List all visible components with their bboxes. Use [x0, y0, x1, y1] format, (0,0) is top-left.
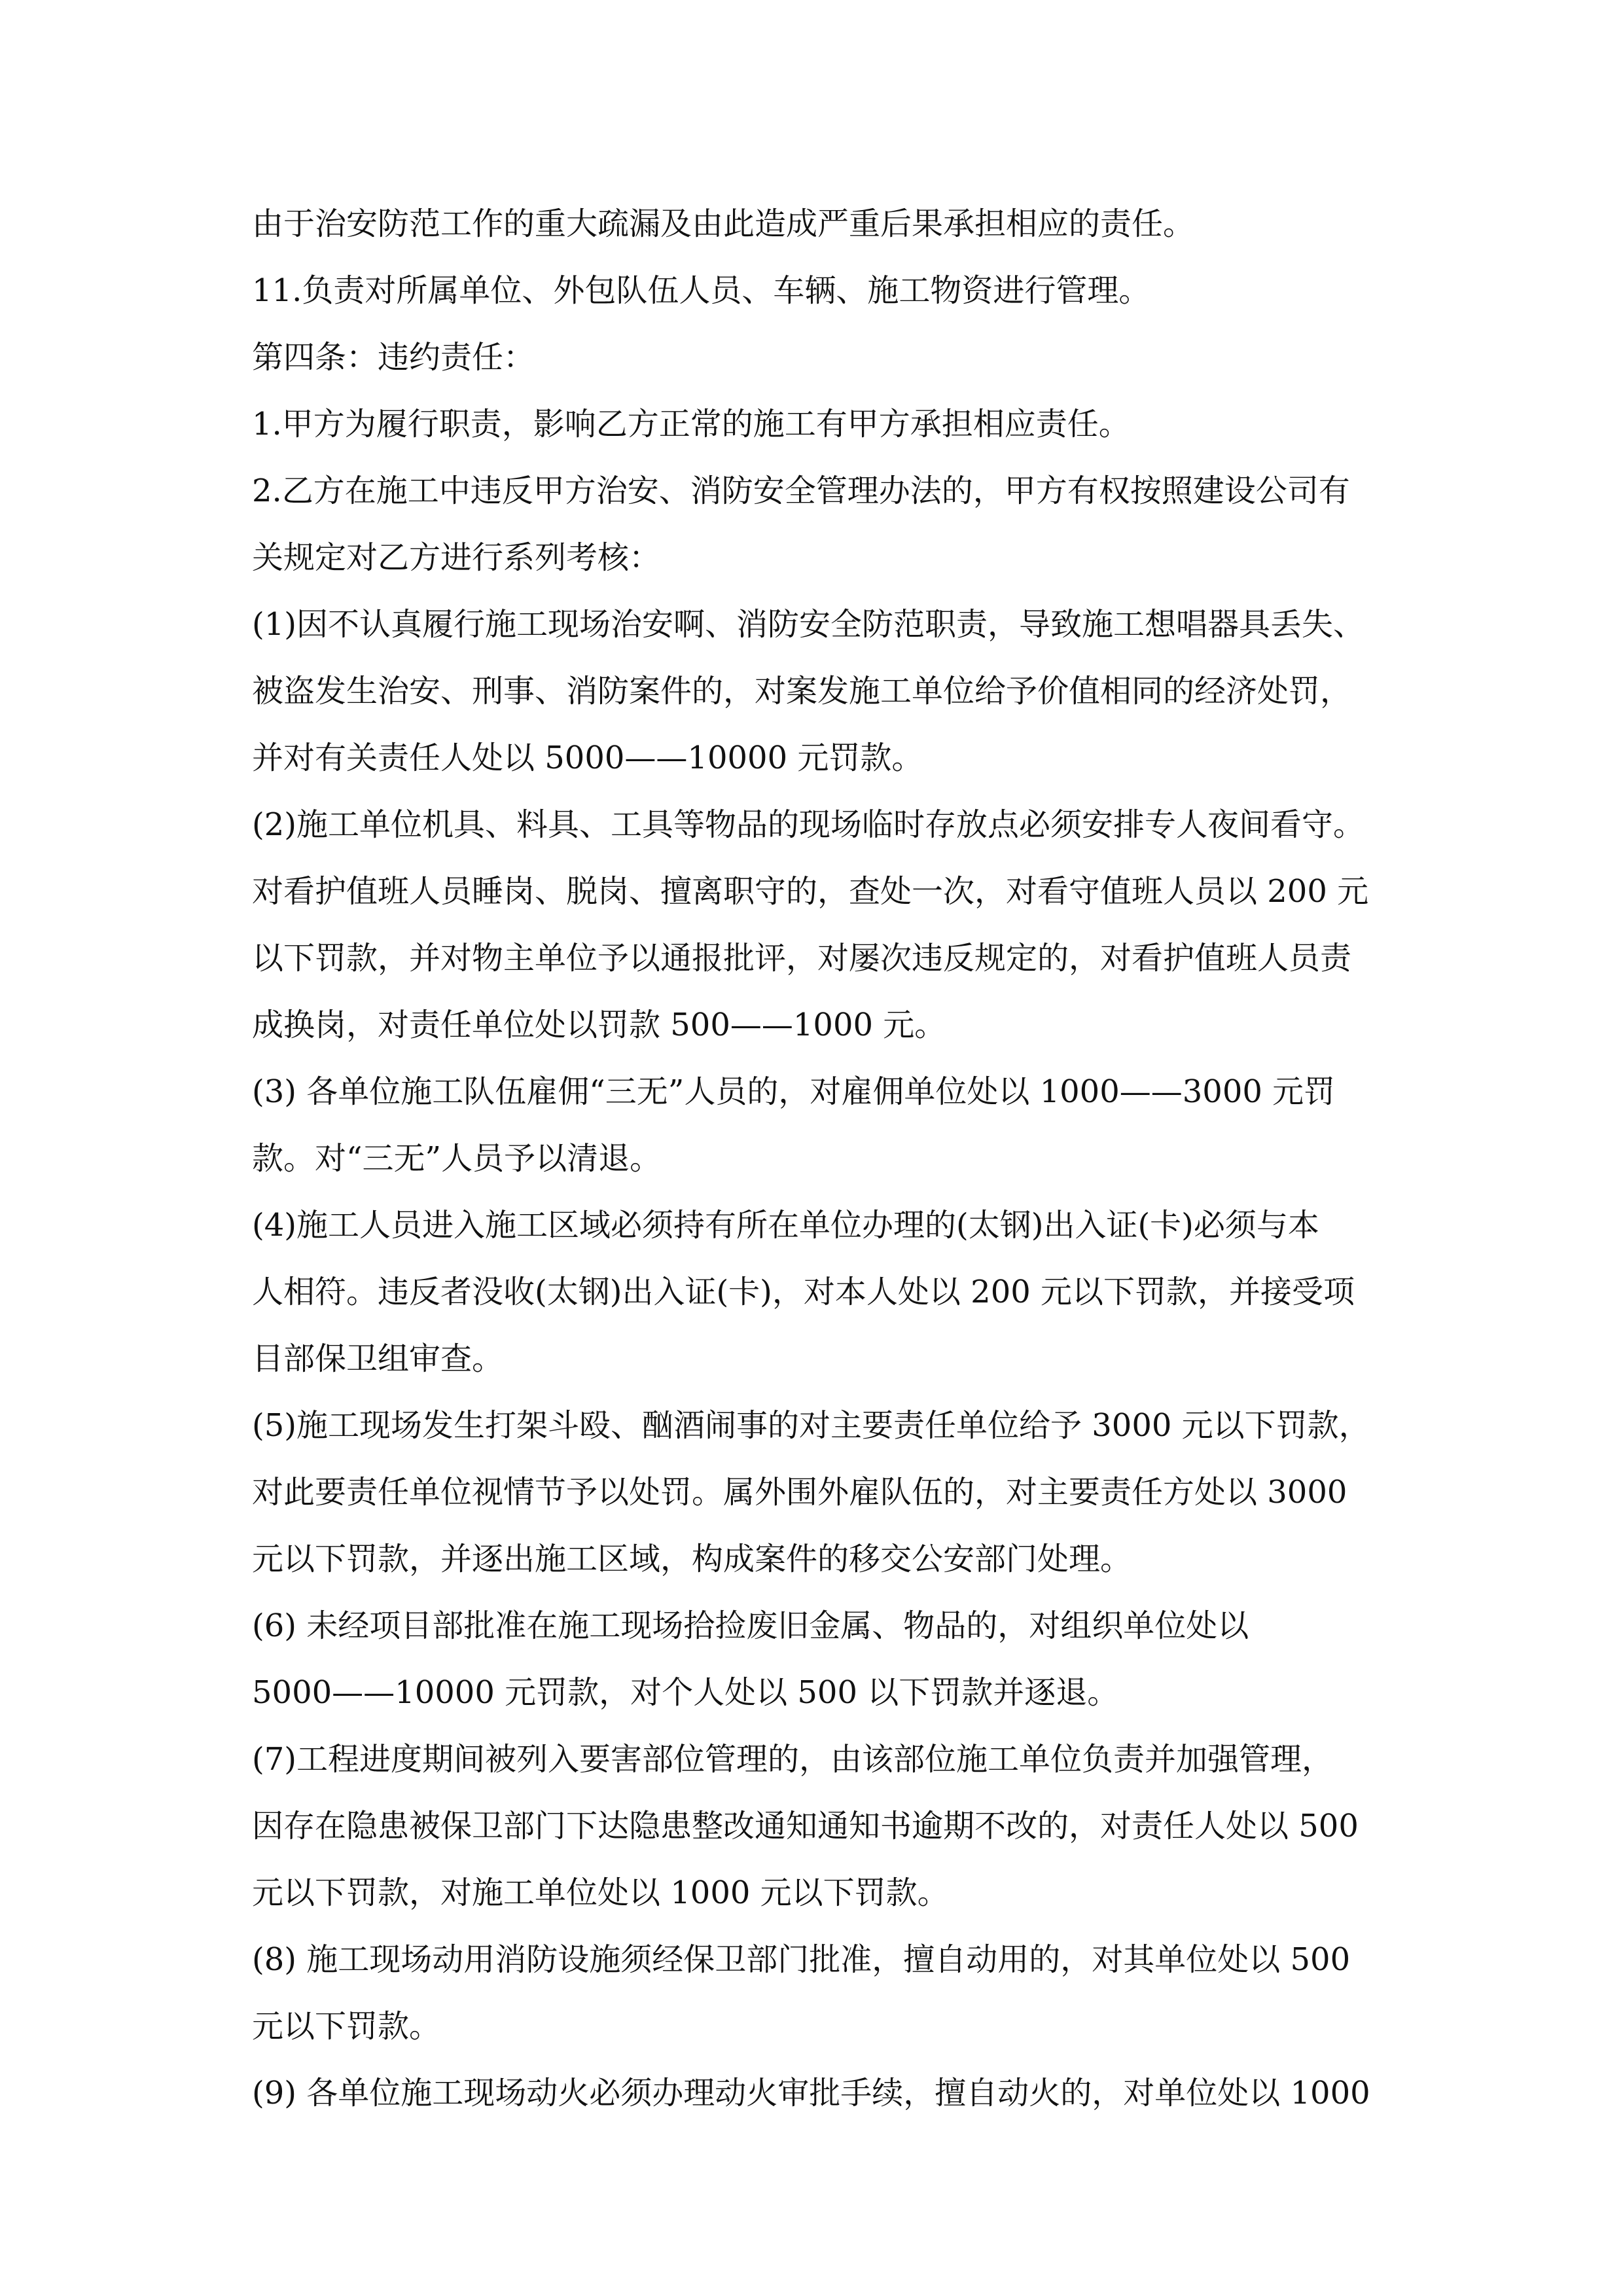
text-line: (4)施工人员进入施工区域必须持有所在单位办理的(太钢)出入证(卡)必须与本 — [252, 1207, 1319, 1244]
text-line: 对看护值班人员睡岗、脱岗、擅离职守的，查处一次，对看守值班人员以 200 元 — [252, 873, 1369, 910]
text-line: 元以下罚款，对施工单位处以 1000 元以下罚款。 — [252, 1874, 949, 1911]
text-line: 元以下罚款。 — [252, 2008, 441, 2045]
text-line: 被盗发生治安、刑事、消防案件的，对案发施工单位给予价值相同的经济处罚， — [252, 673, 1352, 709]
text-line: 5000——10000 元罚款，对个人处以 500 以下罚款并逐退。 — [252, 1674, 1119, 1711]
text-line: (7)工程进度期间被列入要害部位管理的，由该部位施工单位负责并加强管理， — [252, 1741, 1333, 1778]
text-line: (6) 未经项目部批准在施工现场拾捡废旧金属、物品的，对组织单位处以 — [252, 1607, 1249, 1644]
text-line: 11.负责对所属单位、外包队伍人员、车辆、施工物资进行管理。 — [252, 272, 1150, 309]
text-line: 元以下罚款，并逐出施工区域，构成案件的移交公安部门处理。 — [252, 1541, 1132, 1577]
text-line: (8) 施工现场动用消防设施须经保卫部门批准，擅自动用的，对其单位处以 500 — [252, 1941, 1351, 1978]
text-line: 并对有关责任人处以 5000——10000 元罚款。 — [252, 740, 923, 776]
text-line: 由于治安防范工作的重大疏漏及由此造成严重后果承担相应的责任。 — [252, 206, 1195, 242]
text-line: 以下罚款，并对物主单位予以通报批评，对屡次违反规定的，对看护值班人员责 — [252, 940, 1352, 977]
text-line: 款。对“三无”人员予以清退。 — [252, 1140, 662, 1177]
text-line: 第四条：违约责任： — [252, 339, 535, 376]
text-line: 1.甲方为履行职责，影响乙方正常的施工有甲方承担相应责任。 — [252, 406, 1130, 442]
text-line: 目部保卫组审查。 — [252, 1340, 504, 1377]
text-line: 人相符。违反者没收(太钢)出入证(卡)，对本人处以 200 元以下罚款，并接受项 — [252, 1274, 1355, 1310]
text-line: (3) 各单位施工队伍雇佣“三无”人员的，对雇佣单位处以 1000——3000 元罚 — [252, 1073, 1336, 1110]
text-line: (5)施工现场发生打架斗殴、酗酒闹事的对主要责任单位给予 3000 元以下罚款， — [252, 1407, 1370, 1444]
text-line: 关规定对乙方进行系列考核： — [252, 539, 661, 576]
text-line: 成换岗，对责任单位处以罚款 500——1000 元。 — [252, 1007, 946, 1043]
text-line: (1)因不认真履行施工现场治安啊、消防安全防范职责，导致施工想唱器具丢失、 — [252, 606, 1364, 643]
text-line: (2)施工单位机具、料具、工具等物品的现场临时存放点必须安排专人夜间看守。 — [252, 806, 1364, 843]
text-line: 对此要责任单位视情节予以处罚。属外围外雇队伍的，对主要责任方处以 3000 — [252, 1474, 1347, 1511]
text-line: 因存在隐患被保卫部门下达隐患整改通知通知书逾期不改的，对责任人处以 500 — [252, 1808, 1359, 1844]
text-line: 2.乙方在施工中违反甲方治安、消防安全管理办法的，甲方有权按照建设公司有 — [252, 473, 1350, 509]
text-line: (9) 各单位施工现场动火必须办理动火审批手续，擅自动火的，对单位处以 1000 — [252, 2075, 1370, 2111]
